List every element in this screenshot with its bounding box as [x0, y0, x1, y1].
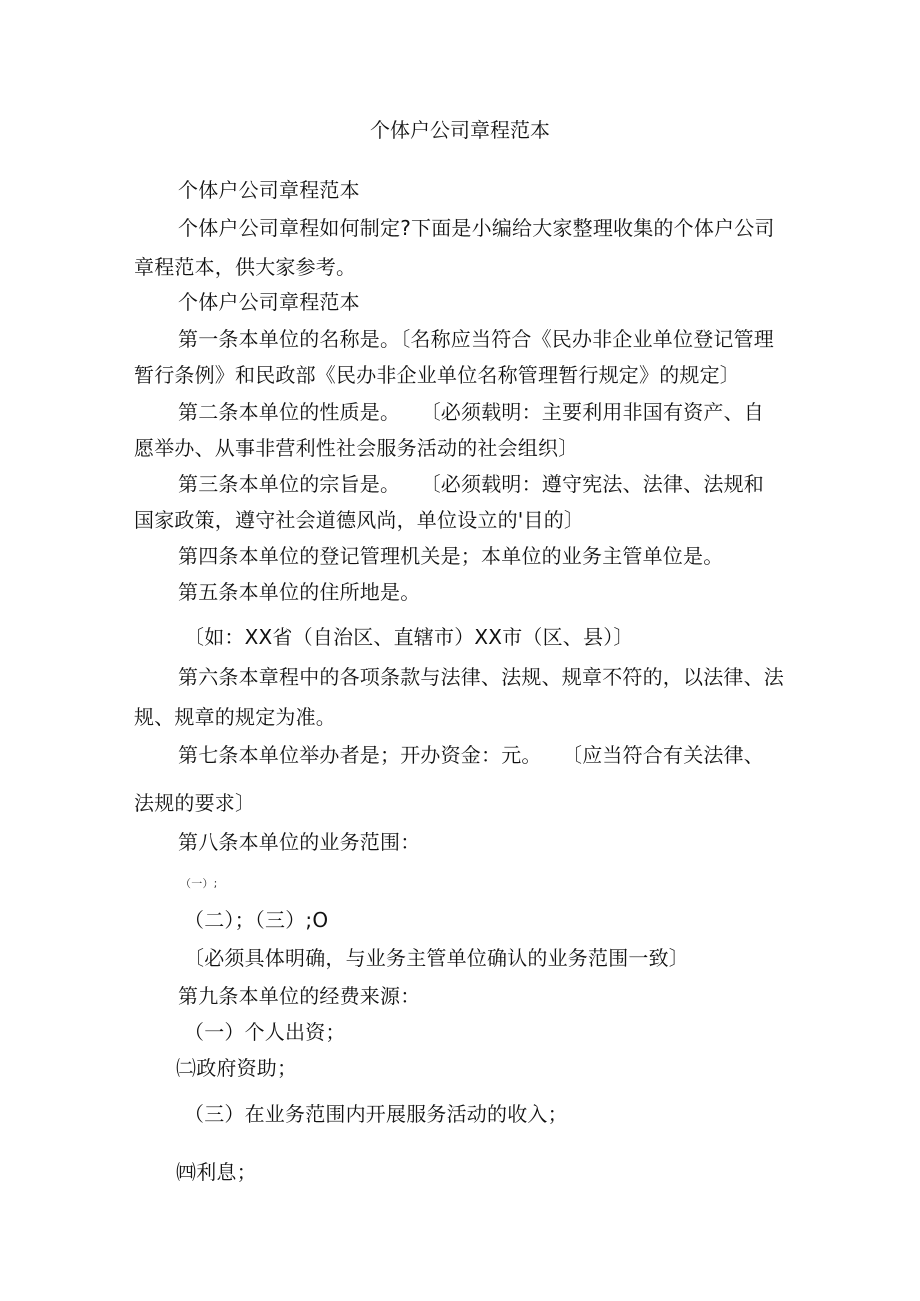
section-heading: 个体户公司章程范本 [178, 178, 360, 202]
article-3-line-1: 第三条本单位的宗旨是。 〔必须载明：遵守宪法、法律、法规和 [178, 472, 764, 496]
article-1-line-1: 第一条本单位的名称是。〔名称应当符合《民办非企业单位登记管理 [178, 327, 774, 351]
article-5-note: 〔如：XX省（自治区、直辖市）XX市（区、县）〕 [184, 625, 634, 649]
article-1-line-2: 暂行条例》和民政部《民办非企业单位名称管理暂行规定》的规定〕 [134, 363, 740, 387]
article-3-line-2: 国家政策，遵守社会道德风尚，单位设立的'目的〕 [134, 508, 585, 532]
article-9-item-3: （三）在业务范围内开展服务活动的收入； [184, 1102, 568, 1126]
article-7-line-2: 法规的要求〕 [134, 791, 256, 815]
article-4: 第四条本单位的登记管理机关是；本单位的业务主管单位是。 [178, 544, 724, 568]
intro-line-2: 章程范本，供大家参考。 [134, 255, 357, 279]
article-6-line-2: 规、规章的规定为准。 [134, 705, 336, 729]
article-9-item-1: （一）个人出资； [184, 1020, 346, 1044]
article-2-line-2: 愿举办、从事非营利性社会服务活动的社会组织〕 [134, 436, 579, 460]
article-5: 第五条本单位的住所地是。 [178, 580, 421, 604]
sub-heading: 个体户公司章程范本 [178, 290, 360, 314]
article-8-note: 〔必须具体明确，与业务主管单位确认的业务范围一致〕 [184, 946, 689, 970]
article-8: 第八条本单位的业务范围： [178, 830, 421, 854]
article-8-item-1: （一）; [180, 877, 218, 890]
intro-line-1: 个体户公司章程如何制定?下面是小编给大家整理收集的个体户公司 [178, 216, 775, 240]
document-title: 个体户公司章程范本 [370, 118, 550, 142]
article-9-item-2: ㈡政府资助； [176, 1056, 298, 1080]
article-6-line-1: 第六条本章程中的各项条款与法律、法规、规章不符的，以法律、法 [178, 665, 784, 689]
article-7-line-1: 第七条本单位举办者是；开办资金：元。 〔应当符合有关法律、 [178, 743, 764, 767]
article-8-items-2-3: （二）；（三）;O [184, 908, 329, 932]
article-9-item-4: ㈣利息； [176, 1160, 257, 1184]
article-9: 第九条本单位的经费来源： [178, 984, 421, 1008]
article-2-line-1: 第二条本单位的性质是。 〔必须载明：主要利用非国有资产、自 [178, 400, 764, 424]
